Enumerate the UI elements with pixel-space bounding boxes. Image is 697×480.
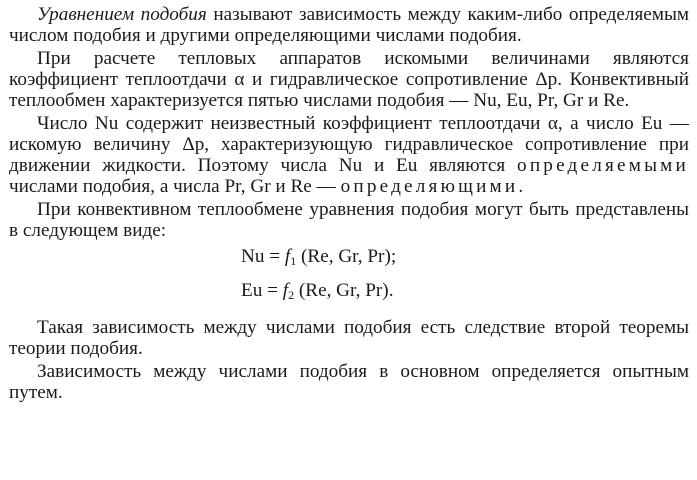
formula-eu-lhs: Eu = [241,280,283,301]
formula-eu-args: (Re, Gr, Pr). [294,280,394,301]
spaced-word-determining: определяющими [340,176,519,197]
term-similarity-equation: Уравнением подобия [37,4,207,25]
paragraph-heat-apparatus: При расчете тепловых аппаратов искомыми величинами являются коэффициент теплоотдачи α и гидравлическое сопротивление Δp. Конвективный теплообмен характеризуется пятью числами подобия — Nu, Eu, Pr, Gr и Re. [9,48,689,111]
paragraph-nu-eu-numbers [9,113,689,197]
formula-nu-lhs: Nu = [241,246,285,267]
definition-text: называют зависимость между каким-либо определяемым числом подобия и другими определяющими числами подобия. [9,4,690,46]
nu-eu-text-3: . [518,176,524,197]
formula-nu [241,243,689,275]
nu-eu-text-2: числами подобия, а числа Pr, Gr и Re — [9,176,341,197]
nu-eu-text-1: Число Nu содержит неизвестный коэффициент теплоотдачи α, а число Eu — искомую величину Δp, характеризующую гидравлическое сопротивление при движении жидкости. Поэтому числа Nu и Eu являются [9,113,689,176]
formula-nu-subscript: 1 [290,254,297,268]
formula-eu [241,277,689,309]
formula-eu-subscript: 2 [288,288,295,302]
formula-nu-function: f [284,246,291,267]
formula-nu-args: (Re, Gr, Pr); [296,246,397,267]
paragraph-convective-equations: При конвективном теплообмене уравнения подобия могут быть представлены в следующем виде: [9,199,689,241]
formula-eu-function: f [282,280,289,301]
paragraph-definition [9,4,689,46]
paragraph-second-theorem: Такая зависимость между числами подобия есть следствие второй теоремы теории подобия. [9,317,689,359]
paragraph-experimental: Зависимость между числами подобия в основном определяется опытным путем. [9,361,689,403]
spaced-word-determined: определяемыми [517,155,689,176]
document-page [9,4,689,405]
